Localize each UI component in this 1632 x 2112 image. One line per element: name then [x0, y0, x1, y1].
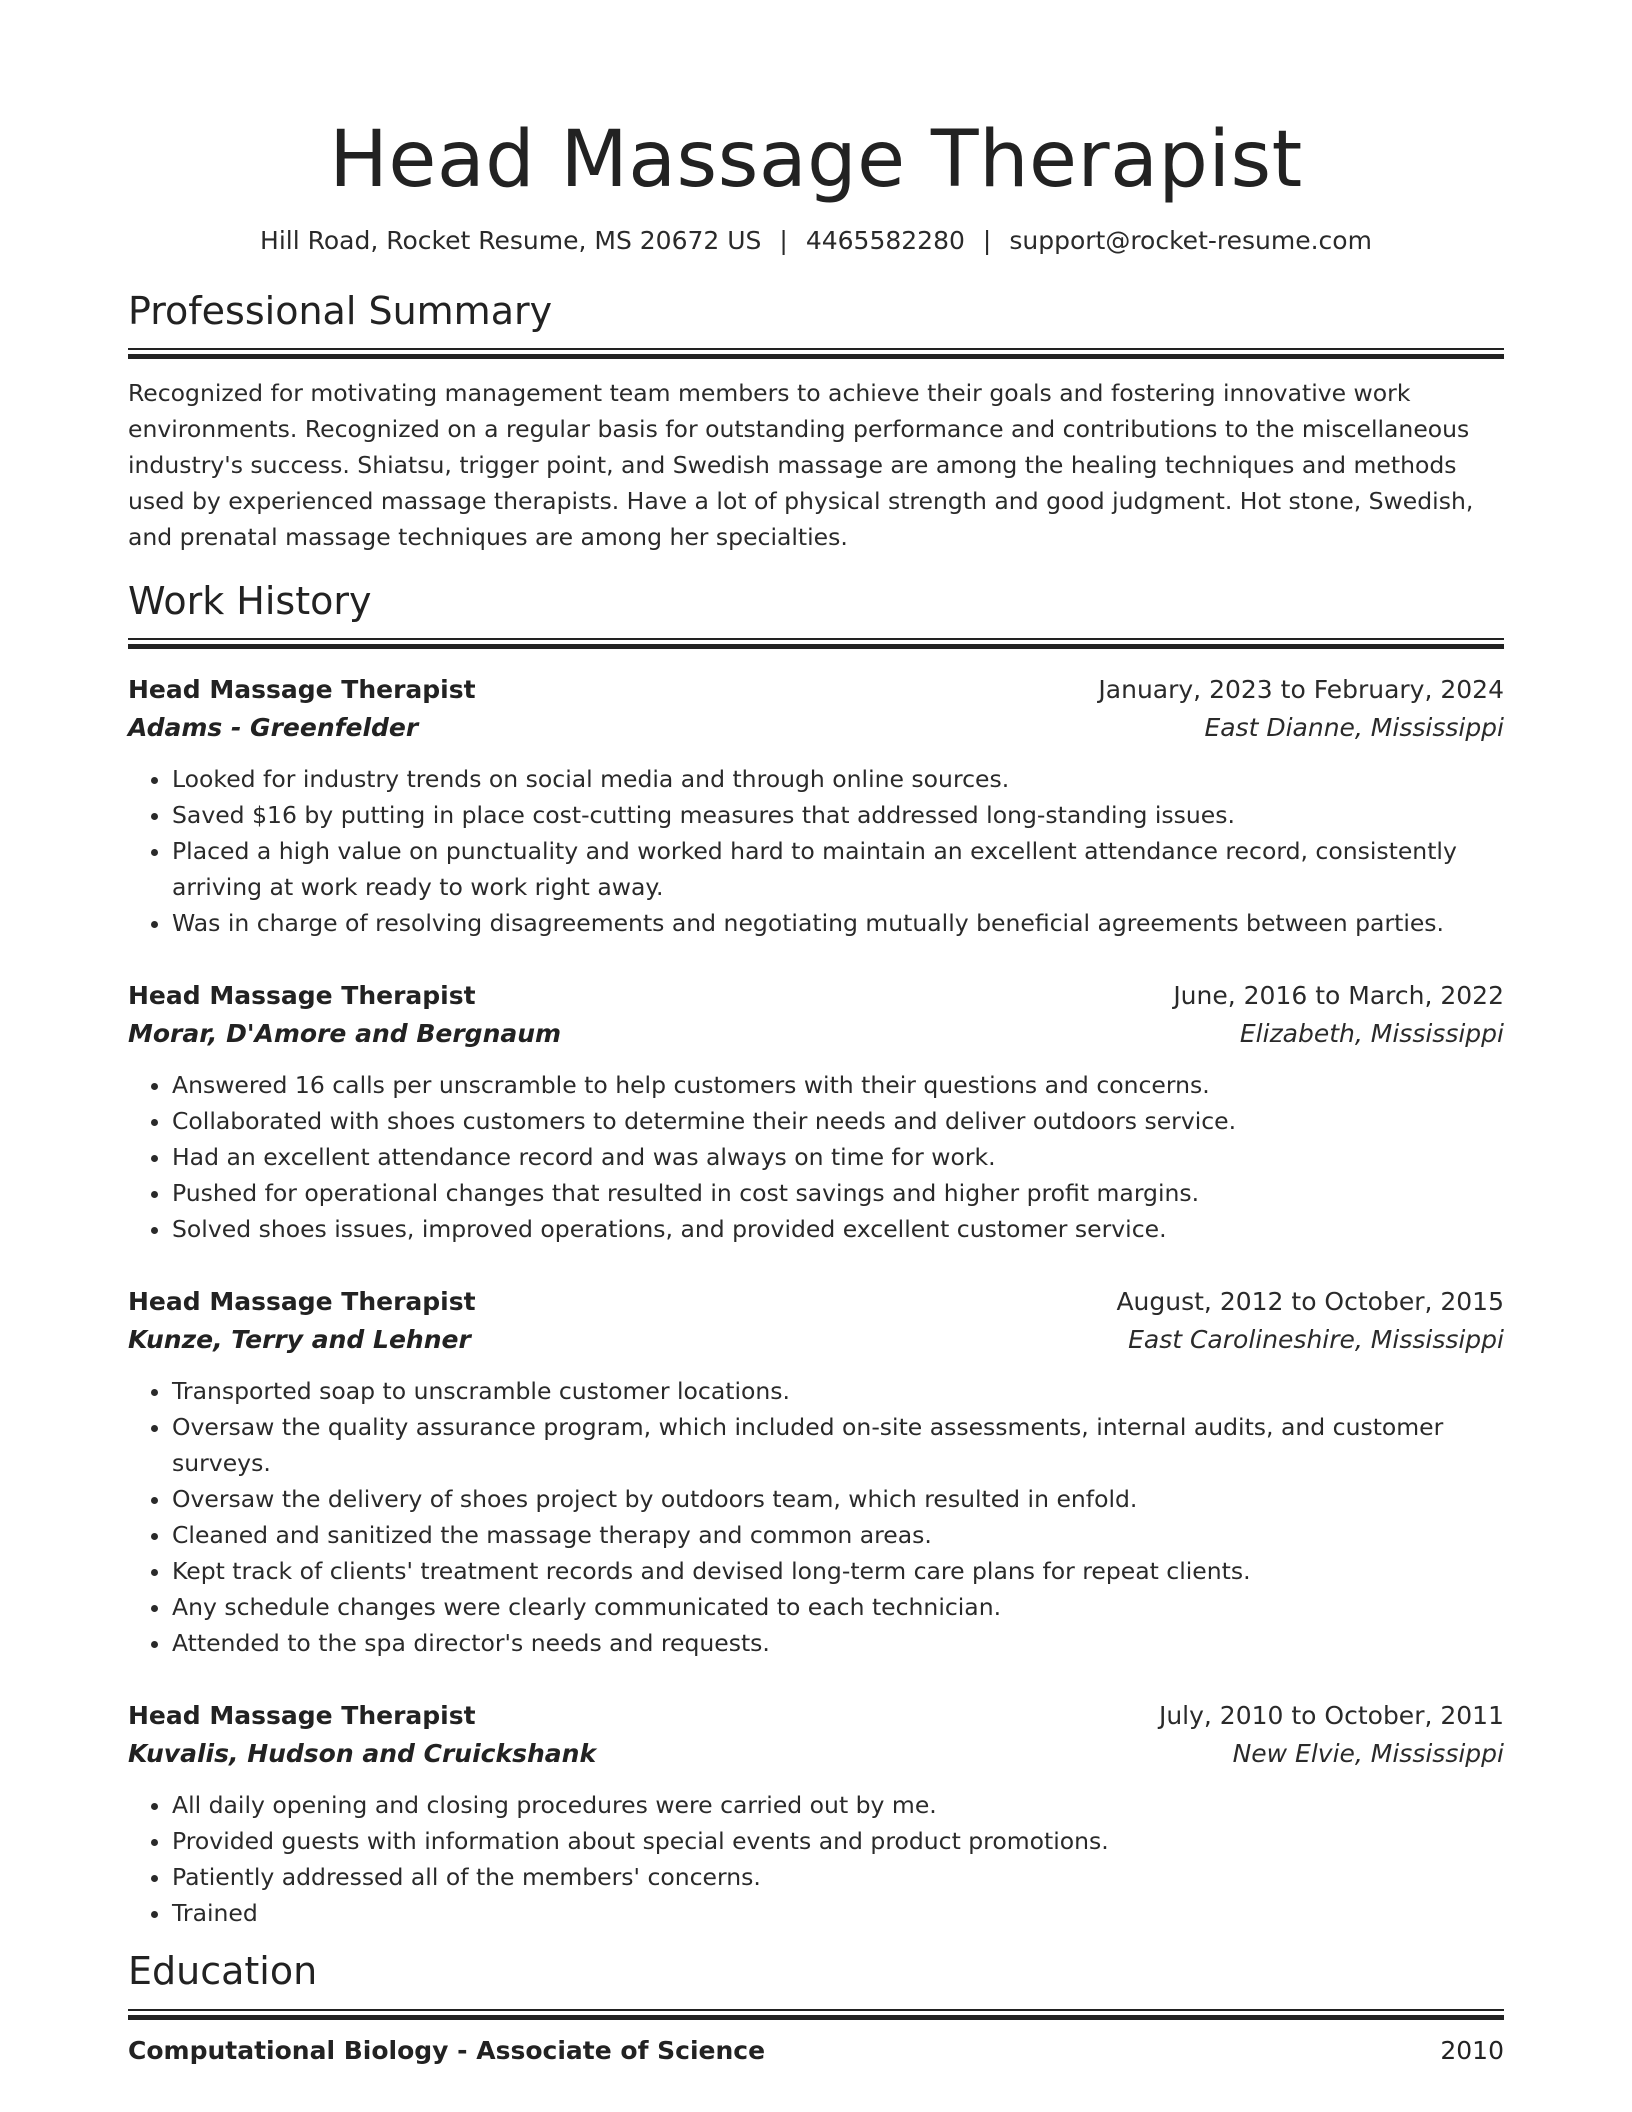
list-item: • Oversaw the delivery of shoes project by outdoors team, which resulted in enfold.: [172, 1481, 1504, 1517]
contact-phone: 4465582280: [805, 225, 965, 255]
job-company: Kunze, Terry and Lehner: [128, 1325, 471, 1355]
job-header-row: [128, 1697, 1504, 1735]
job-entry: [128, 671, 1504, 941]
job-company-row: [128, 1735, 1504, 1773]
job-header-row: [128, 1283, 1504, 1321]
list-item: • Kept track of clients' treatment records and devised long-term care plans for repeat clients.: [172, 1553, 1504, 1589]
list-item: • Placed a high value on punctuality and worked hard to maintain an excellent attendance record, consistently arriving at work ready to work right away.: [172, 833, 1504, 905]
job-location: East Carolineshire, Mississippi: [1128, 1325, 1504, 1355]
job-entry: [128, 1283, 1504, 1661]
summary-text: Recognized for motivating management team members to achieve their goals and fostering innovative work environments. Recognized on a regular basis for outstanding performance and contributions to the miscellaneous industry's success. Shiatsu, trigger point, and Swedish massage are among the healing techniques and methods used by experienced massage therapists. Have a lot of physical strength and good judgment. Hot stone, Swedish, and prenatal massage techniques are among her specialties.: [128, 379, 1474, 552]
job-location: New Elvie, Mississippi: [1232, 1739, 1504, 1769]
job-bullets: [128, 1787, 1504, 1931]
job-entry: [128, 1697, 1504, 1931]
work-history-section: [128, 579, 1504, 1932]
list-item: • Transported soap to unscramble customer locations.: [172, 1373, 1504, 1409]
resume-page: [128, 115, 1504, 2070]
job-bullets: [128, 761, 1504, 941]
job-dates: August, 2012 to October, 2015: [1116, 1287, 1504, 1317]
contact-email: support@rocket-resume.com: [1009, 225, 1372, 255]
section-divider: [128, 2009, 1504, 2020]
list-item: • Had an excellent attendance record and was always on time for work.: [172, 1139, 1504, 1175]
contact-line: [128, 226, 1504, 255]
job-company: Kuvalis, Hudson and Cruickshank: [128, 1739, 597, 1769]
list-item: • Attended to the spa director's needs and requests.: [172, 1625, 1504, 1661]
list-item: • Saved $16 by putting in place cost-cutting measures that addressed long-standing issues.: [172, 797, 1504, 833]
job-bullets: [128, 1067, 1504, 1247]
section-divider: [128, 348, 1504, 359]
section-title-work-history: Work History: [128, 578, 372, 623]
job-title: Head Massage Therapist: [128, 1287, 476, 1317]
job-bullets: [128, 1373, 1504, 1661]
job-header-row: [128, 671, 1504, 709]
education-row: [128, 2032, 1504, 2070]
list-item: • Solved shoes issues, improved operations, and provided excellent customer service.: [172, 1211, 1504, 1247]
job-title: Head Massage Therapist: [128, 675, 476, 705]
section-title-education: Education: [128, 1949, 318, 1994]
job-location: Elizabeth, Mississippi: [1239, 1019, 1504, 1049]
job-company-row: [128, 709, 1504, 747]
job-company-row: [128, 1015, 1504, 1053]
list-item: • Was in charge of resolving disagreements and negotiating mutually beneficial agreements between parties.: [172, 905, 1504, 941]
list-item: • Answered 16 calls per unscramble to help customers with their questions and concerns.: [172, 1067, 1504, 1103]
contact-separator: |: [982, 225, 992, 255]
list-item: • Patiently addressed all of the members' concerns.: [172, 1859, 1504, 1895]
job-company: Morar, D'Amore and Bergnaum: [128, 1019, 562, 1049]
list-item: • Cleaned and sanitized the massage therapy and common areas.: [172, 1517, 1504, 1553]
resume-name: Head Massage Therapist: [329, 115, 1303, 205]
contact-separator: |: [779, 225, 788, 255]
job-title: Head Massage Therapist: [128, 1701, 476, 1731]
list-item: • Provided guests with information about special events and product promotions.: [172, 1823, 1504, 1859]
list-item: • Any schedule changes were clearly communicated to each technician.: [172, 1589, 1504, 1625]
job-entry: [128, 977, 1504, 1247]
job-header-row: [128, 977, 1504, 1015]
job-dates: July, 2010 to October, 2011: [1158, 1701, 1504, 1731]
contact-address: Hill Road, Rocket Resume, MS 20672 US: [260, 225, 762, 255]
education-section: [128, 1949, 1504, 2070]
list-item: • All daily opening and closing procedures were carried out by me.: [172, 1787, 1504, 1823]
list-item: • Pushed for operational changes that resulted in cost savings and higher profit margins.: [172, 1175, 1504, 1211]
section-divider: [128, 638, 1504, 649]
list-item: • Oversaw the quality assurance program, which included on-site assessments, internal audits, and customer surveys.: [172, 1409, 1504, 1481]
list-item: • Trained: [172, 1895, 1504, 1931]
job-dates: January, 2023 to February, 2024: [1098, 675, 1504, 705]
job-location: East Dianne, Mississippi: [1204, 713, 1504, 743]
job-company: Adams - Greenfelder: [128, 713, 419, 743]
education-degree: Computational Biology - Associate of Science: [128, 2036, 766, 2066]
education-year: 2010: [1440, 2036, 1504, 2066]
list-item: • Collaborated with shoes customers to determine their needs and deliver outdoors service.: [172, 1103, 1504, 1139]
section-title-summary: Professional Summary: [128, 288, 553, 333]
job-dates: June, 2016 to March, 2022: [1173, 981, 1504, 1011]
job-title: Head Massage Therapist: [128, 981, 476, 1011]
summary-section: [128, 289, 1504, 556]
list-item: • Looked for industry trends on social media and through online sources.: [172, 761, 1504, 797]
job-company-row: [128, 1321, 1504, 1359]
